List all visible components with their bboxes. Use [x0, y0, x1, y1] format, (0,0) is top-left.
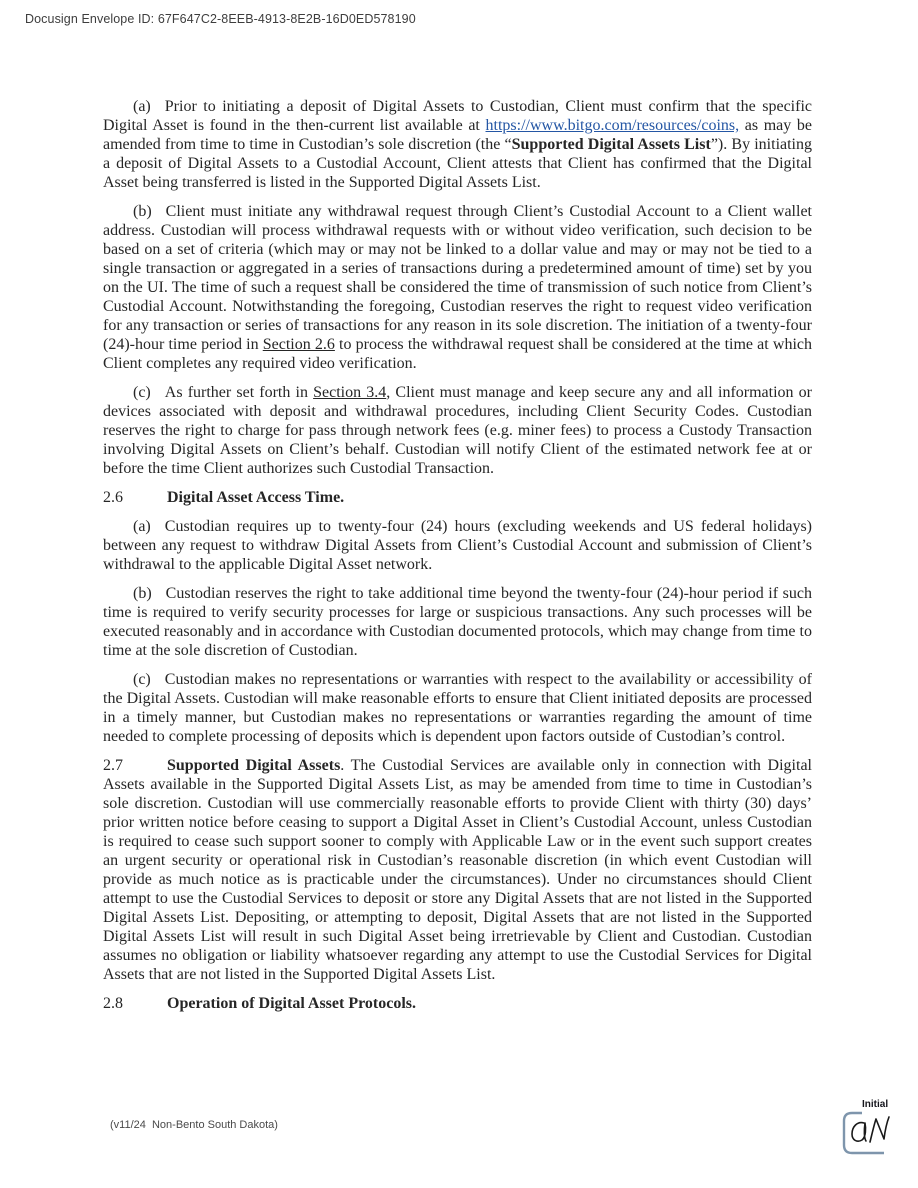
- clause-text: Client must initiate any withdrawal request through Client’s Custodial Account to a Client wallet address. Custodian will process withdrawal requests with or without video verification, such decision to be based on a set of criteria (which may or may not be linked to a dollar value and may or may not be tied to a single transaction or aggregated in a series of transactions during a predetermined amount of time) set by you on the UI. The time of such a request shall be considered the time of transmission of such notice from Client’s Custodial Account. Notwithstanding the foregoing, Custodian reserves the right to request video verification for any transaction or series of transactions for any reason in its sole discretion. The initiation of a twenty-four (24)-hour time period in: [103, 203, 812, 353]
- footer-version-note: (v11/24 Non-Bento South Dakota): [110, 1119, 278, 1131]
- clause-text: as may be amended from time to time in Custodian’s sole discretion (the “: [103, 117, 812, 153]
- clause-2-6-c-no-representations: [103, 670, 812, 746]
- clause-text: As further set forth in: [164, 384, 314, 401]
- clause-text: Custodian makes no representations or warranties with respect to the availability or accessibility of the Digital Assets. Custodian will make reasonable efforts to ensure that Client initiated deposits are processed in a timely manner, but Custodian makes no representations or warranties regarding the amount of time needed to complete processing of deposits which is dependent upon factors outside of Custodian’s control.: [103, 671, 812, 745]
- initial-tab[interactable]: [836, 1096, 918, 1160]
- section-2-6-reference: Section 2.6: [262, 336, 335, 353]
- section-number: 2.8: [103, 995, 123, 1012]
- section-2-7-supported-digital-assets: [103, 756, 812, 984]
- section-2-8-heading: [103, 994, 812, 1013]
- bitgo-coins-link[interactable]: https://www.bitgo.com/resources/coins,: [485, 117, 740, 134]
- contract-body: [103, 97, 812, 1023]
- clause-text: Custodian reserves the right to take additional time beyond the twenty-four (24)-hour period if such time is required to verify security processes for large or suspicious transactions. Any such processes will be executed reasonably and in accordance with Custodian documented protocols, which may change from time to time at the sole discretion of Custodian.: [103, 585, 812, 659]
- clause-2-6-a-access-time: [103, 517, 812, 574]
- clause-text: ”). By initiating a deposit of Digital Assets to a Custodial Account, Client attests that Client has confirmed that the Digital Asset being transferred is listed in the Supported Digital Assets List.: [103, 136, 813, 191]
- clause-text: . The Custodial Services are available only in connection with Digital Assets available in the Supported Digital Assets List, as may be amended from time to time in Custodian’s sole discretion. Custodian will use commercially reasonable efforts to provide Client with thirty (30) days’ prior written notice before ceasing to support a Digital Asset in Client’s Custodial Account, unless Custodian is required to cease such support sooner to comply with Applicable Law or in the event such support creates an urgent security or operational risk in Custodian’s reasonable discretion (in which event Custodian will provide as much notice as is practicable under the circumstances). Under no circumstances should Client attempt to use the Custodial Services to deposit or store any Digital Assets that are not listed in the Supported Digital Assets List. Depositing, or attempting to deposit, Digital Assets that are not listed in the Supported Digital Assets List will result in such Digital Asset being irretrievable by Client and Custodian. Custodian assumes no obligation or liability whatsoever regarding any attempt to use the Custodial Services for Digital Assets that are not listed in the Supported Digital Assets List.: [103, 757, 812, 983]
- clause-label: (b): [133, 203, 152, 220]
- section-number: 2.7: [103, 757, 123, 774]
- initials-signature: [852, 1117, 889, 1142]
- clause-b-withdrawal-requests: [103, 202, 812, 373]
- section-title: Supported Digital Assets: [167, 757, 341, 774]
- clause-text: to process the withdrawal request shall be considered at the time at which Client completes any required video verification.: [103, 336, 812, 372]
- clause-label: (c): [133, 384, 151, 401]
- section-number: 2.6: [103, 489, 123, 506]
- section-title: Operation of Digital Asset Protocols.: [167, 995, 417, 1012]
- clause-label: (c): [133, 671, 151, 688]
- defined-term-supported-digital-assets-list: Supported Digital Assets List: [511, 136, 711, 153]
- clause-text: Prior to initiating a deposit of Digital Assets to Custodian, Client must confirm that the specific Digital Asset is found in the then-current list available at: [103, 98, 812, 134]
- clause-c-security-codes: [103, 383, 812, 478]
- clause-text: Custodian requires up to twenty-four (24) hours (excluding weekends and US federal holidays) between any request to withdraw Digital Assets from Client’s Custodial Account and submission of Client’s withdrawal to the applicable Digital Asset network.: [103, 518, 812, 573]
- clause-2-6-b-additional-time: [103, 584, 812, 660]
- clause-label: (b): [133, 585, 152, 602]
- docusign-envelope-id: Docusign Envelope ID: 67F647C2-8EEB-4913-8E2B-16D0ED578190: [25, 12, 416, 26]
- section-title: Digital Asset Access Time.: [167, 489, 345, 506]
- section-2-6-heading: [103, 488, 812, 507]
- clause-text: , Client must manage and keep secure any and all information or devices associated with deposit and withdrawal procedures, including Client Security Codes. Custodian reserves the right to charge for pass through network fees (e.g. miner fees) to process a Custody Transaction involving Digital Assets on Client’s behalf. Custodian will notify Client of the estimated network fee at or before the time Client authorizes such Custodial Transaction.: [103, 384, 812, 477]
- clause-a-deposit-confirmation: [103, 97, 812, 192]
- initial-tab-label: Initial: [862, 1099, 889, 1110]
- clause-label: (a): [133, 98, 151, 115]
- clause-label: (a): [133, 518, 151, 535]
- section-3-4-reference: Section 3.4: [313, 384, 387, 401]
